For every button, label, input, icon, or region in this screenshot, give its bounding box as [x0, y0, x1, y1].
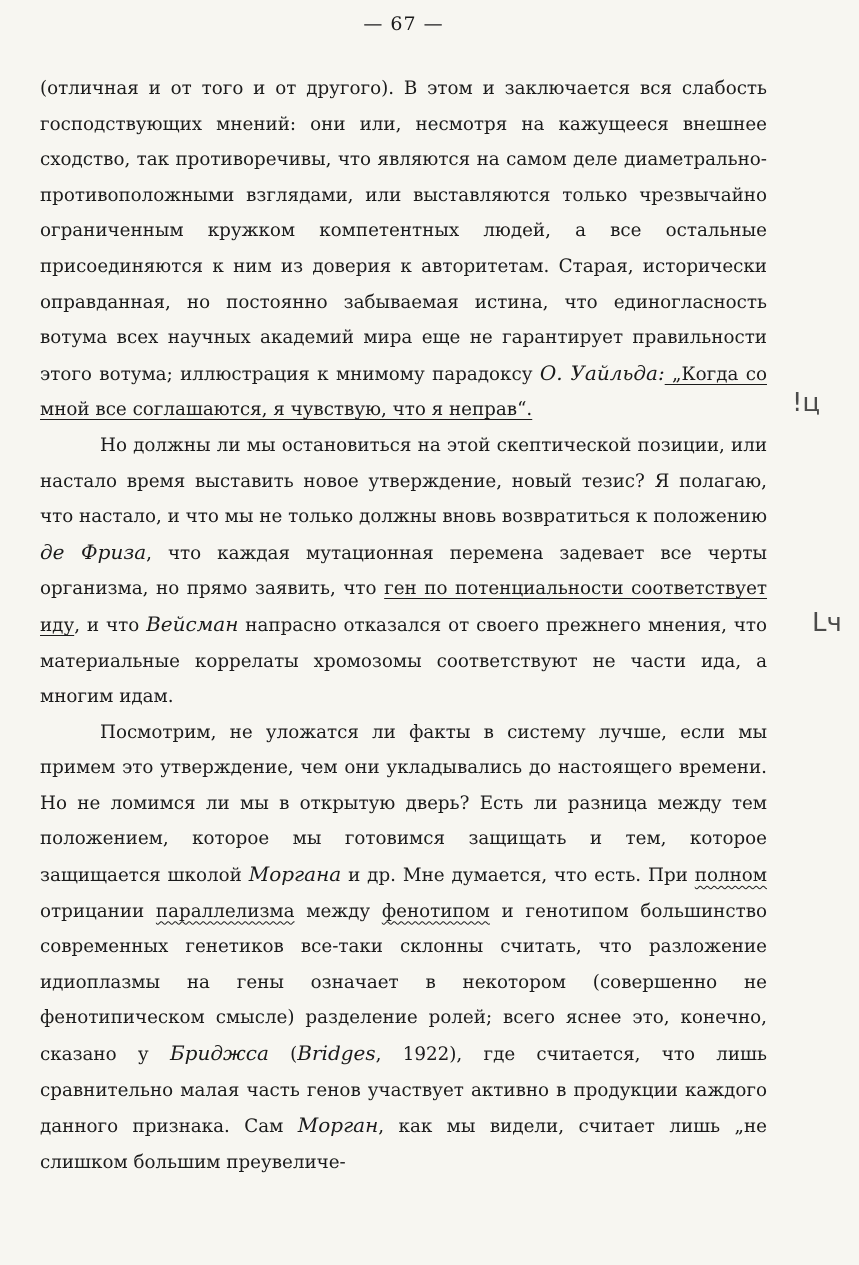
- text-run: , что каждая мутационная перемена задевает все черты организма, но прямо заявить, что: [40, 542, 767, 600]
- author-name: Вейсман: [146, 611, 239, 636]
- paragraph: [40, 71, 767, 428]
- text-run: между: [294, 900, 382, 922]
- text-run: , как мы видели, считает лишь „не слишком большим преувеличе-: [40, 1116, 767, 1173]
- text-run: и др. Мне думается, что есть. При: [341, 865, 695, 887]
- author-name: Bridges: [297, 1041, 376, 1066]
- text-run: отрицании: [40, 900, 156, 922]
- author-name: Морган: [297, 1113, 379, 1138]
- text-run: и генотипом большинство современных генетиков все-таки склонны считать, что разложение идиоплазмы на гены означает в некотором (совершенно не фенотипическом смысле) разделение ролей; всего яснее это, конечно, сказано у: [40, 900, 768, 1066]
- underlined-text: ген по потенциальности соответствует иду: [40, 578, 768, 636]
- body-text: [40, 71, 767, 1180]
- author-name: Бриджса: [169, 1041, 269, 1066]
- author-name: де Фриза: [40, 539, 147, 564]
- text-run: Но должны ли мы остановиться на этой скептической позиции, или настало время выставить новое утверждение, новый тезис? Я полагаю, что настало, и что мы не только должны вновь возвратиться к положению: [40, 434, 767, 528]
- text-run: (отличная и от того и от другого). В этом и заключается вся слабость господствующих мнений: они или, несмотря на кажущееся внешнее сходство, так противоречивы, что являются на самом деле диаметрально-противоположными взглядами, или выставляются только чрезвычайно ограниченным кружком компетентных людей, а все остальные присоединяются к ним из доверия к авторитетам. Старая, исторически оправданная, но постоянно забываемая истина, что единогласность вотума всех научных академий мира еще не гарантирует правильности этого вотума; иллюстрация к мнимому парадоксу: [40, 78, 767, 385]
- author-name: Моргана: [248, 862, 342, 887]
- text-run: Посмотрим, не уложатся ли факты в систему лучше, если мы примем это утверждение, чем они укладывались до настоящего времени. Но не ломимся ли мы в открытую дверь? Есть ли разница между тем положением, которое мы готовимся защищать и тем, которое защищается школой: [40, 721, 767, 887]
- page-number: — 67 —: [363, 13, 444, 35]
- underlined-text: фенотипом: [381, 900, 490, 922]
- margin-note: !ц: [792, 388, 821, 418]
- author-name: О. Уайльда:: [539, 360, 665, 385]
- text-run: , 1922), где считается, что лишь сравнительно малая часть генов участвует активно в продукции каждого данного признака. Сам: [40, 1044, 767, 1138]
- text-run: , и что: [74, 614, 147, 636]
- underlined-text: полном: [694, 865, 767, 887]
- underlined-text: „Когда со мной все соглашаются, я чувствую, что я неправ“.: [40, 363, 767, 421]
- paragraph: [40, 428, 767, 715]
- text-run: (: [268, 1044, 298, 1066]
- underlined-text: параллелизма: [155, 900, 295, 922]
- paragraph: [40, 715, 767, 1181]
- text-run: напрасно отказался от своего прежнего мнения, что материальные коррелаты хромозомы соответствуют не части ида, а многим идам.: [40, 614, 767, 708]
- margin-note: Lч: [812, 608, 842, 638]
